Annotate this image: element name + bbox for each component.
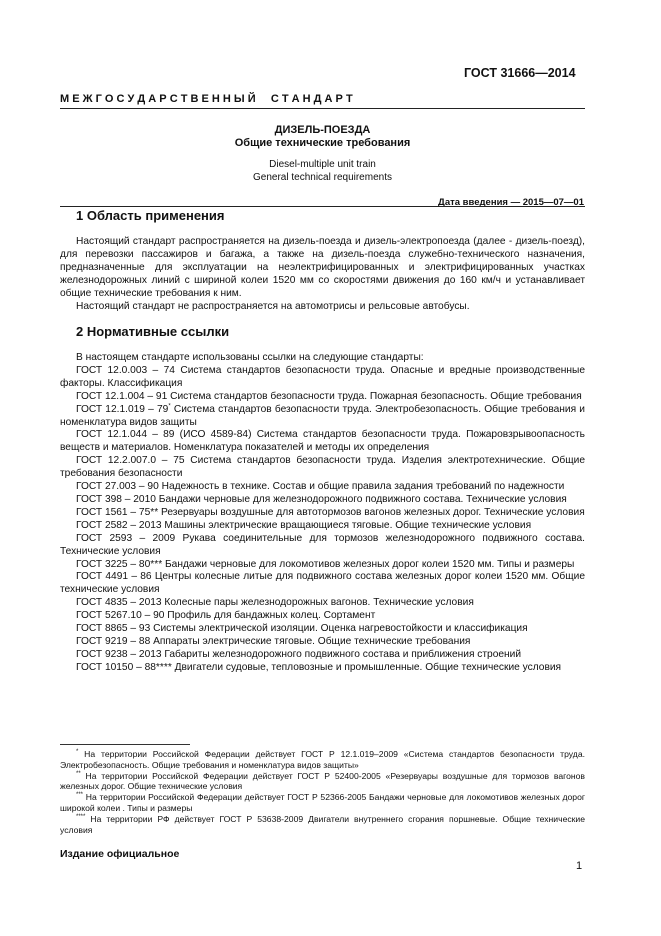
footnote xyxy=(60,814,585,836)
reference-title: Система стандартов безопасности труда. Электробезопасность. Общие требования и номенклатура видов защиты xyxy=(60,403,585,428)
reference-item: ГОСТ 5267.10 – 90 Профиль для бандажных колец. Сортамент xyxy=(76,610,376,622)
footnote-text: На территории Российской Федерации действует ГОСТ Р 52366-2005 Бандажи черновые для локомотивов железных дорог широкой колеи . Типы и размеры xyxy=(60,792,586,813)
footnote xyxy=(60,771,585,793)
top-rule xyxy=(60,108,585,109)
reference-item: ГОСТ 3225 – 80*** Бандажи черновые для локомотивов железных дорог колеи 1520 мм. Типы и размеры xyxy=(76,558,575,570)
footnote-mark: * xyxy=(76,749,79,756)
reference-item: ГОСТ 12.0.003 – 74 Система стандартов безопасности труда. Опасные и вредные производственные факторы. Классификация xyxy=(60,364,585,389)
document-code: ГОСТ 31666—2014 xyxy=(464,66,576,80)
footnote xyxy=(60,749,585,771)
section-1-paragraph: Настоящий стандарт распространяется на дизель-поезда и дизель-электропоезда (далее - дизель-поезд), для перевозки пассажиров и багажа, а также на дизель-поезда служебно-технического назначения, предназначенные для эксплуатации на неэлектрифицированных и электрифицированных участках железнодорожных линий с шириной колеи 1520 мм со скоростями движения до 160 км/ч и устанавливает общие технические требования к ним. xyxy=(60,236,585,299)
references-list xyxy=(60,352,585,675)
reference-item: ГОСТ 12.1.044 – 89 (ИСО 4589-84) Система стандартов безопасности труда. Пожаровзрывоопасность веществ и материалов. Номенклатура показателей и методы их определения xyxy=(60,429,585,454)
subtitle-ru: Общие технические требования xyxy=(234,137,411,149)
reference-item: ГОСТ 2593 – 2009 Рукава соединительные для тормозов железнодорожного подвижного состава. Технические условия xyxy=(60,532,585,557)
section-1-heading: 1 Область применения xyxy=(76,208,225,223)
title-ru: ДИЗЕЛЬ-ПОЕЗДА xyxy=(274,124,371,136)
footnote-text: На территории Российской Федерации действует ГОСТ Р 52400-2005 «Резервуары воздушные для тормозов вагонов железных дорог. Общие технические условия xyxy=(60,770,585,792)
footnote-mark: *** xyxy=(76,792,84,799)
section-1-body xyxy=(60,236,585,313)
title-en: Diesel-multiple unit train xyxy=(269,159,376,170)
interstate-standard-banner: М Е Ж Г О С У Д А Р С Т В Е Н Н Ы Й С Т А Н Д А Р Т xyxy=(60,93,353,105)
reference-item: ГОСТ 4835 – 2013 Колесные пары железнодорожных вагонов. Технические условия xyxy=(76,597,474,609)
footnote-mark: * xyxy=(168,403,171,410)
references-intro: В настоящем стандарте использованы ссылки на следующие стандарты: xyxy=(76,352,424,363)
reference-item: ГОСТ 1561 – 75** Резервуары воздушные для автотормозов вагонов железных дорог. Технические условия xyxy=(76,506,585,518)
reference-item: ГОСТ 27.003 – 90 Надежность в технике. Состав и общие правила задания требований по надежности xyxy=(76,481,565,493)
page-number: 1 xyxy=(576,860,583,872)
reference-item: ГОСТ 12.2.007.0 – 75 Система стандартов безопасности труда. Изделия электротехнические. Общие требования безопасности xyxy=(60,455,585,480)
reference-code: ГОСТ 12.1.019 – 79 xyxy=(76,403,169,415)
footnote xyxy=(60,792,585,814)
section-1-paragraph: Настоящий стандарт не распространяется на автомотрисы и рельсовые автобусы. xyxy=(76,300,470,312)
reference-item: ГОСТ 4491 – 86 Центры колесные литые для подвижного состава железных дорог колеи 1520 мм. Общие технические условия xyxy=(60,571,585,596)
subtitle-en: General technical requirements xyxy=(253,172,392,183)
footnote-separator xyxy=(60,744,190,745)
footnote-text: На территории РФ действует ГОСТ Р 53638-2009 Двигатели внутреннего сгорания поршневые. Общие технические условия xyxy=(60,813,585,835)
footnote-text: На территории Российской Федерации действует ГОСТ Р 12.1.019–2009 «Система стандартов безопасности труда. Электробезопасность. Общие требования и номенклатура видов защиты» xyxy=(60,749,585,770)
footnotes xyxy=(60,749,585,835)
date-rule xyxy=(60,206,585,207)
reference-item: ГОСТ 9238 – 2013 Габариты железнодорожного подвижного состава и приближения строений xyxy=(76,648,522,660)
reference-item: ГОСТ 12.1.004 – 91 Система стандартов безопасности труда. Пожарная безопасность. Общие требования xyxy=(76,390,582,402)
reference-item: ГОСТ 398 – 2010 Бандажи черновые для железнодорожного подвижного состава. Технические условия xyxy=(76,493,567,505)
reference-item: ГОСТ 8865 – 93 Системы электрической изоляции. Оценка нагревостойкости и классификация xyxy=(76,623,528,635)
official-edition-label: Издание официальное xyxy=(60,848,180,860)
footnote-mark: ** xyxy=(76,770,81,777)
reference-item: ГОСТ 9219 – 88 Аппараты электрические тяговые. Общие технические требования xyxy=(76,635,471,647)
reference-item xyxy=(60,404,585,430)
reference-item: ГОСТ 2582 – 2013 Машины электрические вращающиеся тяговые. Общие технические условия xyxy=(76,519,532,531)
section-2-heading: 2 Нормативные ссылки xyxy=(76,324,230,339)
intro-date: Дата введения — 2015—07—01 xyxy=(438,197,584,208)
footnote-mark: **** xyxy=(76,813,86,820)
reference-item: ГОСТ 10150 – 88**** Двигатели судовые, тепловозные и промышленные. Общие технические условия xyxy=(76,661,562,673)
